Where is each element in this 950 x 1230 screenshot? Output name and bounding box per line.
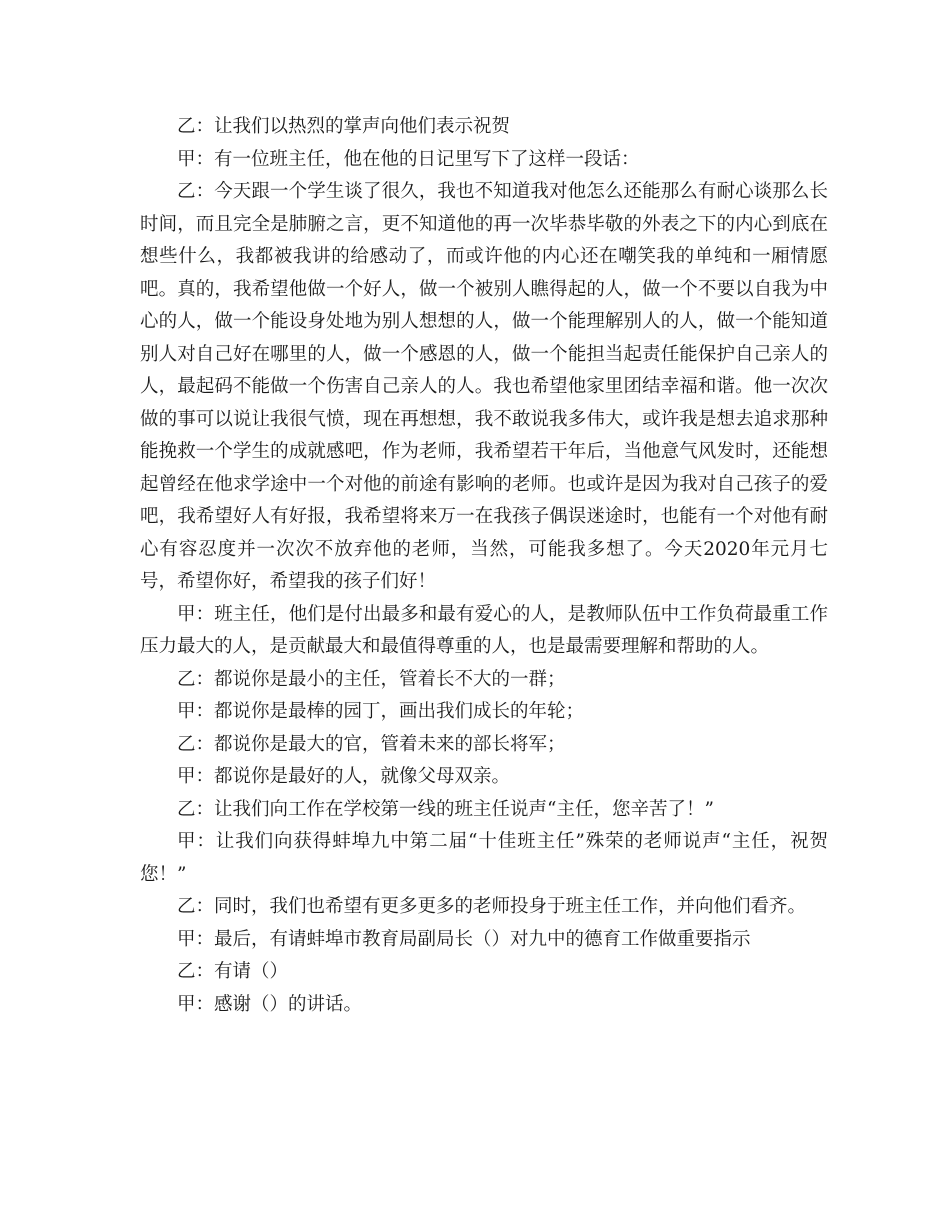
paragraph: 甲：有一位班主任，他在他的日记里写下了这样一段话： [177, 148, 640, 170]
paragraph: 乙：让我们以热烈的掌声向他们表示祝贺 [177, 116, 511, 137]
document-body [140, 111, 828, 1021]
paragraph: 乙：有请（） [177, 961, 289, 982]
paragraph: 甲：都说你是最好的人，就像父母双亲。 [177, 766, 511, 787]
paragraph: 乙：都说你是最小的主任，管着长不大的一群； [177, 668, 566, 690]
paragraph: 乙：让我们向工作在学校第一线的班主任说声“主任，您辛苦了！” [177, 798, 714, 820]
paragraph: 甲：班主任，他们是付出最多和最有爱心的人，是教师队伍中工作负荷最重工作压力最大的人，是贡献最大和最值得尊重的人，也是最需要理解和帮助的人。 [140, 603, 828, 657]
paragraph: 甲：都说你是最棒的园丁，画出我们成长的年轮； [177, 701, 585, 722]
paragraph: 乙：今天跟一个学生谈了很久，我也不知道我对他怎么还能那么有耐心谈那么长时间，而且完全是肺腑之言，更不知道他的再一次毕恭毕敬的外表之下的内心到底在想些什么，我都被我讲的给感动了，而或许他的内心还在嘲笑我的单纯和一厢情愿吧。真的，我希望他做一个好人，做一个被别人瞧得起的人，做一个不要以自我为中心的人，做一个能设身处地为别人想想的人，做一个能理解别人的人，做一个能知道别人对自己好在哪里的人，做一个感恩的人，做一个能担当起责任能保护自己亲人的人，最起码不能做一个伤害自己亲人的人。我也希望他家里团结幸福和谐。他一次次做的事可以说让我很气愤，现在再想想，我不敢说我多伟大，或许我是想去追求那种能挽救一个学生的成就感吧，作为老师，我希望若干年后，当他意气风发时，还能想起曾经在他求学途中一个对他的前途有影响的老师。也或许是因为我对自己孩子的爱吧，我希望好人有好报，我希望将来万一在我孩子偶误迷途时，也能有一个对他有耐心有容忍度并一次次不放弃他的老师，当然，可能我多想了。今天2020年元月七号，希望你好，希望我的孩子们好！ [140, 181, 828, 592]
paragraph: 乙：同时，我们也希望有更多更多的老师投身于班主任工作，并向他们看齐。 [177, 896, 807, 917]
paragraph: 甲：最后，有请蚌埠市教育局副局长（）对九中的德育工作做重要指示 [177, 928, 751, 950]
paragraph: 乙：都说你是最大的官，管着未来的部长将军； [177, 733, 566, 755]
paragraph: 甲：让我们向获得蚌埠九中第二届“十佳班主任”殊荣的老师说声“主任，祝贺您！” [140, 831, 828, 885]
paragraph: 甲：感谢（）的讲话。 [177, 993, 363, 1015]
